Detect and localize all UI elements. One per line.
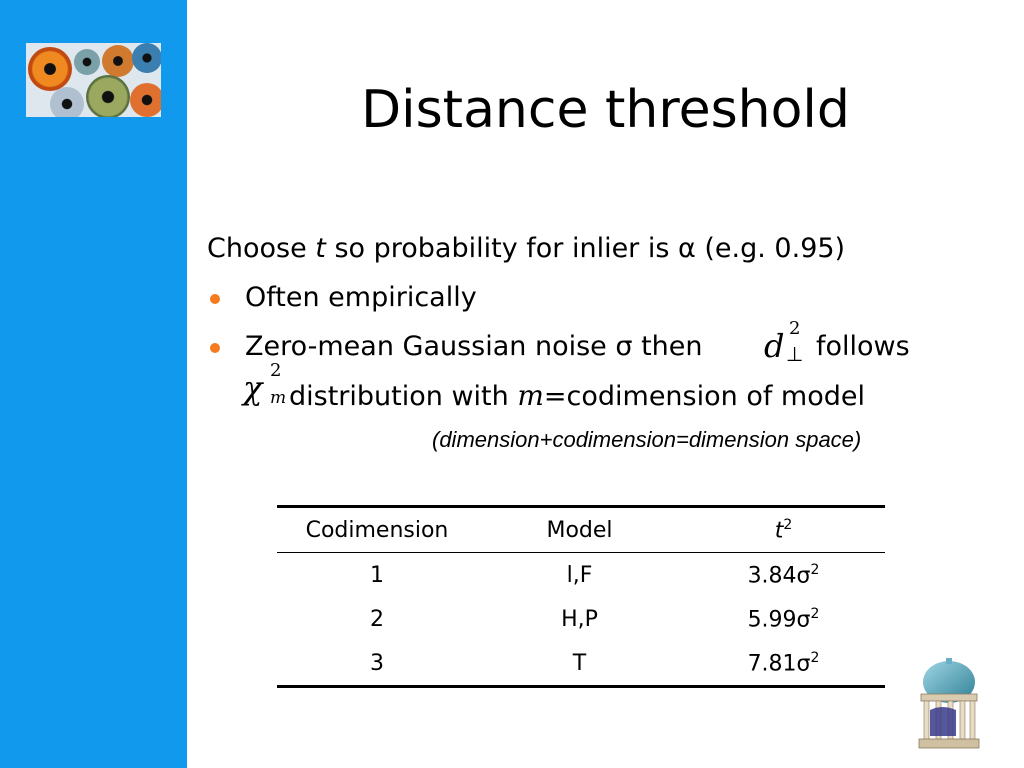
d-superscript: 2 [789, 318, 801, 339]
table-row [277, 553, 885, 598]
distribution-text-pre: distribution with [289, 381, 518, 412]
d-perp-squared-formula [762, 318, 810, 368]
chi-subscript: m [270, 388, 287, 408]
chi-squared-formula [243, 360, 289, 410]
threshold-table [277, 505, 885, 688]
bullet-marker [210, 343, 220, 353]
chi-symbol: χ [243, 369, 263, 407]
threshold-superscript: 2 [810, 649, 820, 666]
table-header-row [277, 507, 885, 553]
threshold-value: 3.84σ [747, 563, 811, 589]
threshold-value: 5.99σ [747, 607, 811, 633]
cell-threshold [682, 553, 885, 598]
intro-text-post: so probability for inlier is α (e.g. 0.95) [325, 233, 846, 264]
intro-text-pre: Choose [207, 233, 316, 264]
d-symbol: d [764, 327, 785, 365]
table-row [277, 641, 885, 687]
threshold-superscript: 2 [810, 561, 820, 578]
eyes-logo-image [26, 43, 161, 117]
cell-model: T [572, 650, 587, 676]
distribution-line [289, 379, 865, 414]
header-t: t [774, 518, 784, 544]
variable-m: m [517, 379, 544, 412]
cell-threshold [682, 641, 885, 687]
intro-variable-t: t [315, 233, 326, 264]
bullet-gaussian-noise [245, 330, 703, 364]
bullet-gaussian-text-post: follows [816, 331, 910, 362]
cell-model: H,P [561, 606, 598, 632]
threshold-superscript: 2 [810, 605, 820, 622]
header-t-superscript: 2 [783, 516, 793, 533]
bullet-gaussian-text-pre: Zero-mean Gaussian noise σ then [245, 331, 703, 362]
cell-codimension: 2 [370, 606, 384, 632]
table-row [277, 597, 885, 641]
chi-superscript: 2 [270, 360, 282, 381]
bullet-often-empirically: Often empirically [245, 282, 477, 313]
slide-title: Distance threshold [361, 80, 850, 140]
bullet-marker [210, 294, 220, 304]
distribution-text-post: =codimension of model [543, 381, 866, 412]
old-well-logo-icon [918, 658, 980, 750]
dimension-note: (dimension+codimension=dimension space) [432, 427, 862, 452]
cell-codimension: 1 [370, 562, 384, 588]
header-codimension: Codimension [305, 517, 449, 543]
perp-subscript: ⊥ [786, 342, 804, 366]
cell-codimension: 3 [370, 650, 384, 676]
cell-threshold [682, 597, 885, 641]
header-model: Model [546, 517, 613, 543]
intro-line [207, 232, 845, 266]
cell-model: l,F [566, 562, 593, 588]
header-t-squared [682, 507, 885, 553]
threshold-value: 7.81σ [747, 651, 811, 677]
